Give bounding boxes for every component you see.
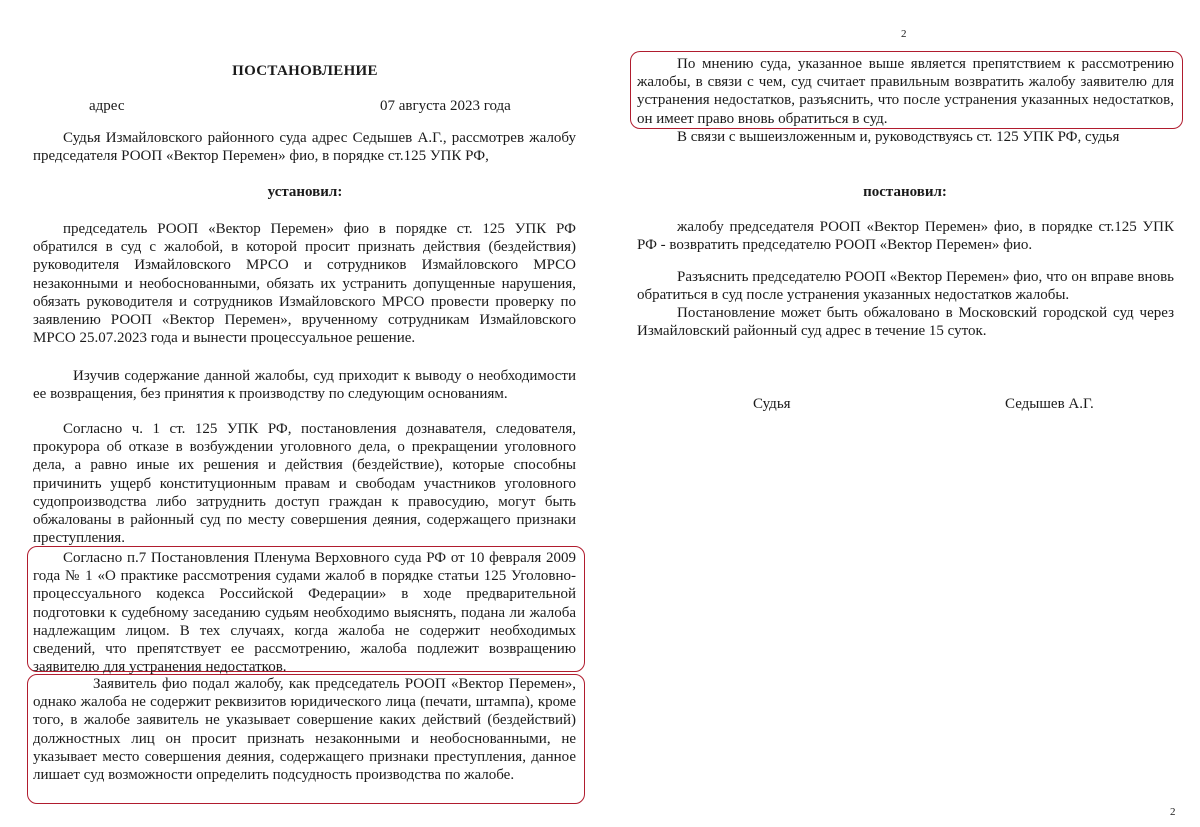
right-paragraph-5: Постановление может быть обжаловано в Московский городской суд через Измайловский районный суд адрес в течение 15 суток.	[637, 305, 1174, 340]
signature-role: Судья	[753, 396, 791, 412]
intro-paragraph: Судья Измайловского районного суда адрес Седышев А.Г., рассмотрев жалобу председателя РООП «Вектор Перемен» фио, в порядке ст.125 УПК РФ,	[33, 130, 576, 165]
signature-name: Седышев А.Г.	[1005, 396, 1094, 412]
place: адрес	[89, 98, 125, 114]
heading-decided: постановил:	[863, 184, 947, 200]
heading-established: установил:	[267, 184, 343, 200]
date: 07 августа 2023 года	[380, 98, 511, 114]
page-number-top: 2	[901, 28, 907, 40]
right-paragraph-2: В связи с вышеизложенным и, руководствуясь ст. 125 УПК РФ, судья	[677, 129, 1120, 145]
paragraph-4: Согласно п.7 Постановления Пленума Верховного суда РФ от 10 февраля 2009 года № 1 «О практике рассмотрения судами жалоб в порядке статьи 125 Уголовно-процессуального кодекса Российской Федерации» в ходе предварительной подготовки к судебному заседанию судьям необходимо выяснять, подана ли жалоба надлежащим лицом. В тех случаях, когда жалоба не содержит необходимых сведений, что препятствует ее рассмотрению, жалоба подлежит возвращению заявителю для устранения недостатков.	[33, 550, 576, 676]
right-paragraph-4: Разъяснить председателю РООП «Вектор Перемен» фио, что он вправе вновь обратиться в суд после устранения указанных недостатков жалобы.	[637, 269, 1174, 304]
right-paragraph-3: жалобу председателя РООП «Вектор Перемен» фио, в порядке ст.125 УПК РФ - возвратить председателю РООП «Вектор Перемен» фио.	[637, 219, 1174, 254]
paragraph-1: председатель РООП «Вектор Перемен» фио в порядке ст. 125 УПК РФ обратился в суд с жалобой, в которой просит признать действия (бездействия) руководителя Измайловского МРСО и сотрудников Измайловского МРСО незаконными и необоснованными, обязать их устранить допущенные нарушения, обязать руководителя и сотрудников Измайловского МРСО провести проверку по заявлению РООП «Вектор Перемен», врученному сотрудникам Измайловского МРСО 25.07.2023 года и вынести процессуальное решение.	[33, 221, 576, 347]
paragraph-5: Заявитель фио подал жалобу, как председатель РООП «Вектор Перемен», однако жалоба не содержит реквизитов юридического лица (печати, штампа), кроме того, в жалобе заявитель не указывает совершение каких действий (бездействий) должностных лиц он просит признать незаконными и необоснованными, не указывает место совершения деяния, содержащего признаки преступления, данное лишает суд возможности определить подсудность производства по жалобе.	[33, 676, 576, 784]
document-title: ПОСТАНОВЛЕНИЕ	[232, 63, 378, 79]
page-number-footer: 2	[1170, 806, 1176, 818]
right-page	[600, 0, 1200, 827]
paragraph-2: Изучив содержание данной жалобы, суд приходит к выводу о необходимости ее возвращения, без принятия к производству по следующим основаниям.	[33, 368, 576, 403]
right-paragraph-1: По мнению суда, указанное выше является препятствием к рассмотрению жалобы, в связи с чем, суд считает правильным возвратить жалобу заявителю для устранения недостатков, разъяснить, что после устранения указанных недостатков, он имеет право вновь обратиться в суд.	[637, 56, 1174, 127]
paragraph-3: Согласно ч. 1 ст. 125 УПК РФ, постановления дознавателя, следователя, прокурора об отказе в возбуждении уголовного дела, о прекращении уголовного дела, а равно иные их решения и действия (бездействие), которые способны причинить ущерб конституционным правам и свободам участников уголовного судопроизводства либо затруднить доступ граждан к правосудию, могут быть обжалованы в районный суд по месту совершения деяния, содержащего признаки преступления.	[33, 421, 576, 547]
